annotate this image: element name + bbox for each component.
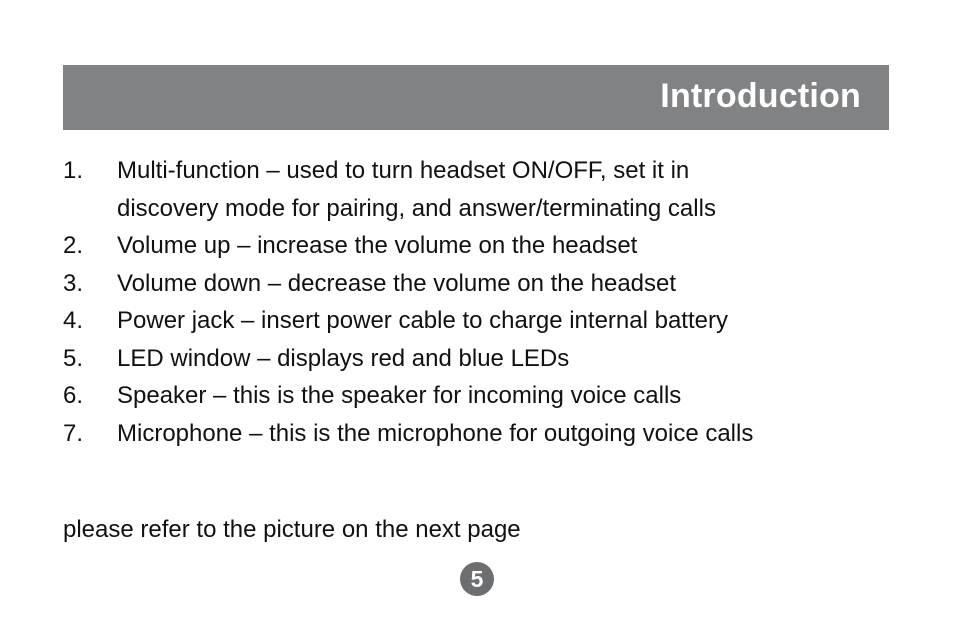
item-text: Volume up – increase the volume on the headset xyxy=(117,232,638,259)
list-item xyxy=(63,152,903,227)
item-number: 7. xyxy=(63,419,84,447)
item-text: Power jack – insert power cable to charge internal battery xyxy=(117,307,728,334)
list-item xyxy=(63,302,903,340)
item-number: 1. xyxy=(63,157,84,184)
item-number: 3. xyxy=(63,269,84,297)
item-text: Speaker – this is the speaker for incoming voice calls xyxy=(117,382,682,409)
list-item xyxy=(63,227,903,265)
item-text: Volume down – decrease the volume on the headset xyxy=(117,269,677,297)
list-item xyxy=(63,377,903,415)
item-number: 5. xyxy=(63,344,84,372)
list-item xyxy=(63,415,903,453)
item-number: 4. xyxy=(63,307,84,334)
section-header-bar xyxy=(63,65,889,130)
page-number-badge: 5 xyxy=(460,562,494,596)
item-text: Microphone – this is the microphone for outgoing voice calls xyxy=(117,419,754,447)
section-title: Introduction xyxy=(660,77,861,115)
item-number: 6. xyxy=(63,382,84,409)
list-item xyxy=(63,265,903,303)
item-text-line: Multi-function – used to turn headset ON/OFF, set it in xyxy=(117,157,690,184)
item-text xyxy=(117,152,903,227)
footer-note: please refer to the picture on the next page xyxy=(63,516,521,543)
item-number: 2. xyxy=(63,232,84,259)
list-item xyxy=(63,340,903,378)
item-text: LED window – displays red and blue LEDs xyxy=(117,344,570,372)
item-text-line: discovery mode for pairing, and answer/terminating calls xyxy=(117,194,716,222)
feature-list xyxy=(63,152,903,452)
